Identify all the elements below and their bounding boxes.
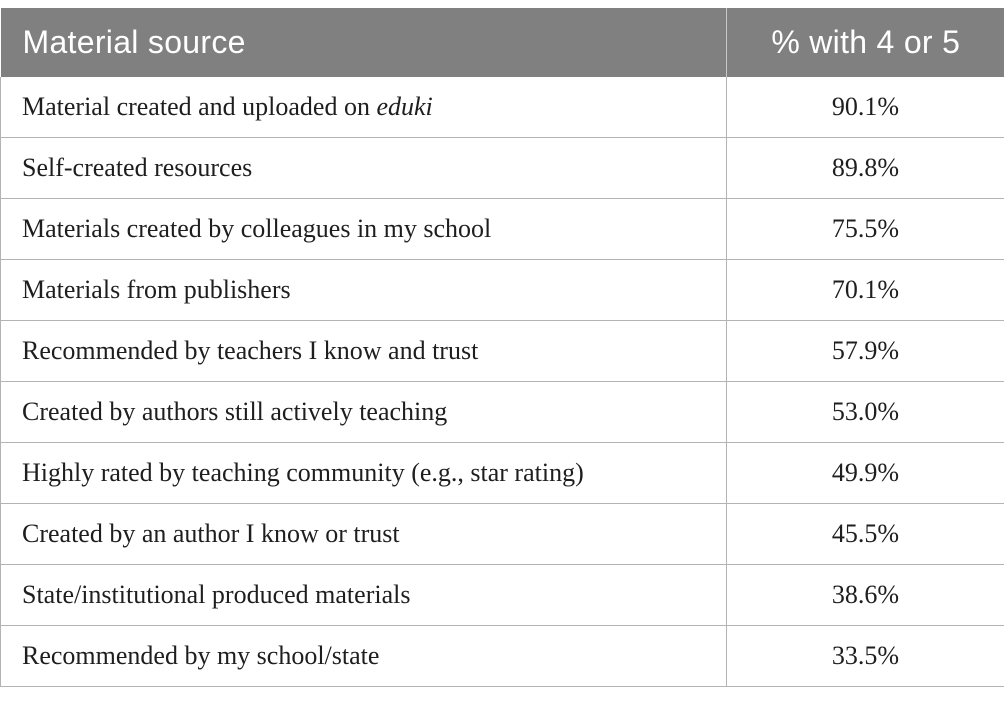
row-source-cell: State/institutional produced materials <box>1 565 727 626</box>
header-percent-4-or-5: % with 4 or 5 <box>727 8 1004 77</box>
row-source-cell: Recommended by my school/state <box>1 626 727 687</box>
table-header <box>1 8 1004 77</box>
table-row <box>1 443 1004 504</box>
row-percent-cell: 75.5% <box>727 199 1004 260</box>
material-source-table <box>0 8 1004 687</box>
table-container <box>0 8 1004 687</box>
row-source-cell <box>1 77 727 138</box>
row-percent-cell: 89.8% <box>727 138 1004 199</box>
row-source-text: Material created and uploaded on <box>22 92 377 121</box>
table-row <box>1 77 1004 138</box>
row-source-cell: Materials from publishers <box>1 260 727 321</box>
row-percent-cell: 33.5% <box>727 626 1004 687</box>
row-source-cell: Self-created resources <box>1 138 727 199</box>
row-source-italic-text: eduki <box>376 92 433 121</box>
header-row <box>1 8 1004 77</box>
row-source-cell: Recommended by teachers I know and trust <box>1 321 727 382</box>
table-row <box>1 626 1004 687</box>
row-source-cell: Highly rated by teaching community (e.g., star rating) <box>1 443 727 504</box>
row-percent-cell: 38.6% <box>727 565 1004 626</box>
table-row <box>1 382 1004 443</box>
table-row <box>1 565 1004 626</box>
table-row <box>1 260 1004 321</box>
header-material-source: Material source <box>1 8 727 77</box>
row-source-cell: Materials created by colleagues in my school <box>1 199 727 260</box>
row-source-cell: Created by an author I know or trust <box>1 504 727 565</box>
table-row <box>1 138 1004 199</box>
row-percent-cell: 70.1% <box>727 260 1004 321</box>
row-percent-cell: 53.0% <box>727 382 1004 443</box>
row-percent-cell: 57.9% <box>727 321 1004 382</box>
table-row <box>1 504 1004 565</box>
table-row <box>1 199 1004 260</box>
table-row <box>1 321 1004 382</box>
row-source-cell: Created by authors still actively teaching <box>1 382 727 443</box>
row-percent-cell: 90.1% <box>727 77 1004 138</box>
row-percent-cell: 45.5% <box>727 504 1004 565</box>
row-percent-cell: 49.9% <box>727 443 1004 504</box>
table-body <box>1 77 1004 687</box>
